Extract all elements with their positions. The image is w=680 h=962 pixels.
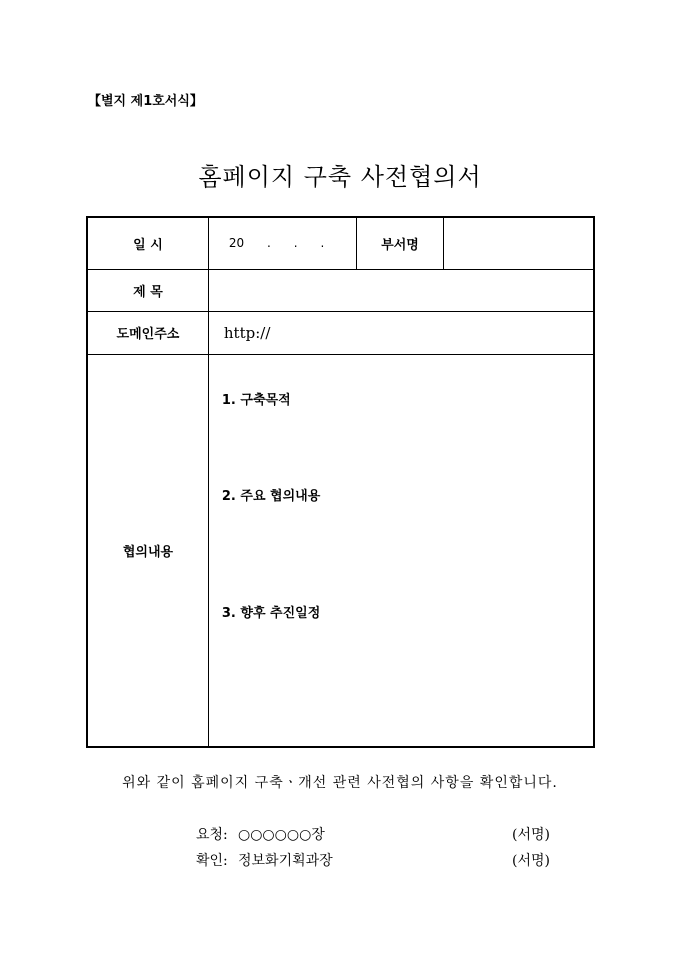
request-name: ○○○○○○장 bbox=[238, 827, 325, 843]
form-number-label: 【별지 제1호서식】 bbox=[88, 94, 203, 109]
content-item-purpose: 1. 구축목적 bbox=[221, 392, 291, 408]
confirm-name: 정보화기획과장 bbox=[238, 853, 333, 869]
content-row bbox=[87, 354, 594, 747]
request-signature-field[interactable]: (서명) bbox=[512, 827, 550, 843]
date-field[interactable]: 20 . . . bbox=[208, 217, 356, 269]
subject-field[interactable] bbox=[208, 269, 594, 311]
confirm-signature-field[interactable]: (서명) bbox=[512, 853, 550, 869]
subject-row bbox=[87, 269, 594, 311]
date-row bbox=[87, 217, 594, 269]
confirm-label: 확인: bbox=[196, 853, 228, 869]
subject-label: 제 목 bbox=[87, 269, 208, 311]
content-item-main-discussion: 2. 주요 협의내용 bbox=[221, 488, 321, 504]
department-field[interactable] bbox=[444, 217, 594, 269]
consultation-form-table bbox=[86, 216, 595, 748]
domain-row bbox=[87, 311, 594, 354]
document-title: 홈페이지 구축 사전협의서 bbox=[198, 163, 482, 191]
domain-label: 도메인주소 bbox=[87, 311, 208, 354]
domain-field[interactable]: http:// bbox=[208, 311, 594, 354]
confirmation-statement: 위와 같이 홈페이지 구축ㆍ개선 관련 사전협의 사항을 확인합니다. bbox=[122, 775, 558, 791]
content-label: 협의내용 bbox=[87, 354, 208, 747]
request-label: 요청: bbox=[196, 827, 228, 843]
content-field[interactable] bbox=[208, 354, 594, 747]
department-label: 부서명 bbox=[356, 217, 444, 269]
date-label: 일 시 bbox=[87, 217, 208, 269]
content-item-schedule: 3. 향후 추진일정 bbox=[221, 605, 321, 621]
